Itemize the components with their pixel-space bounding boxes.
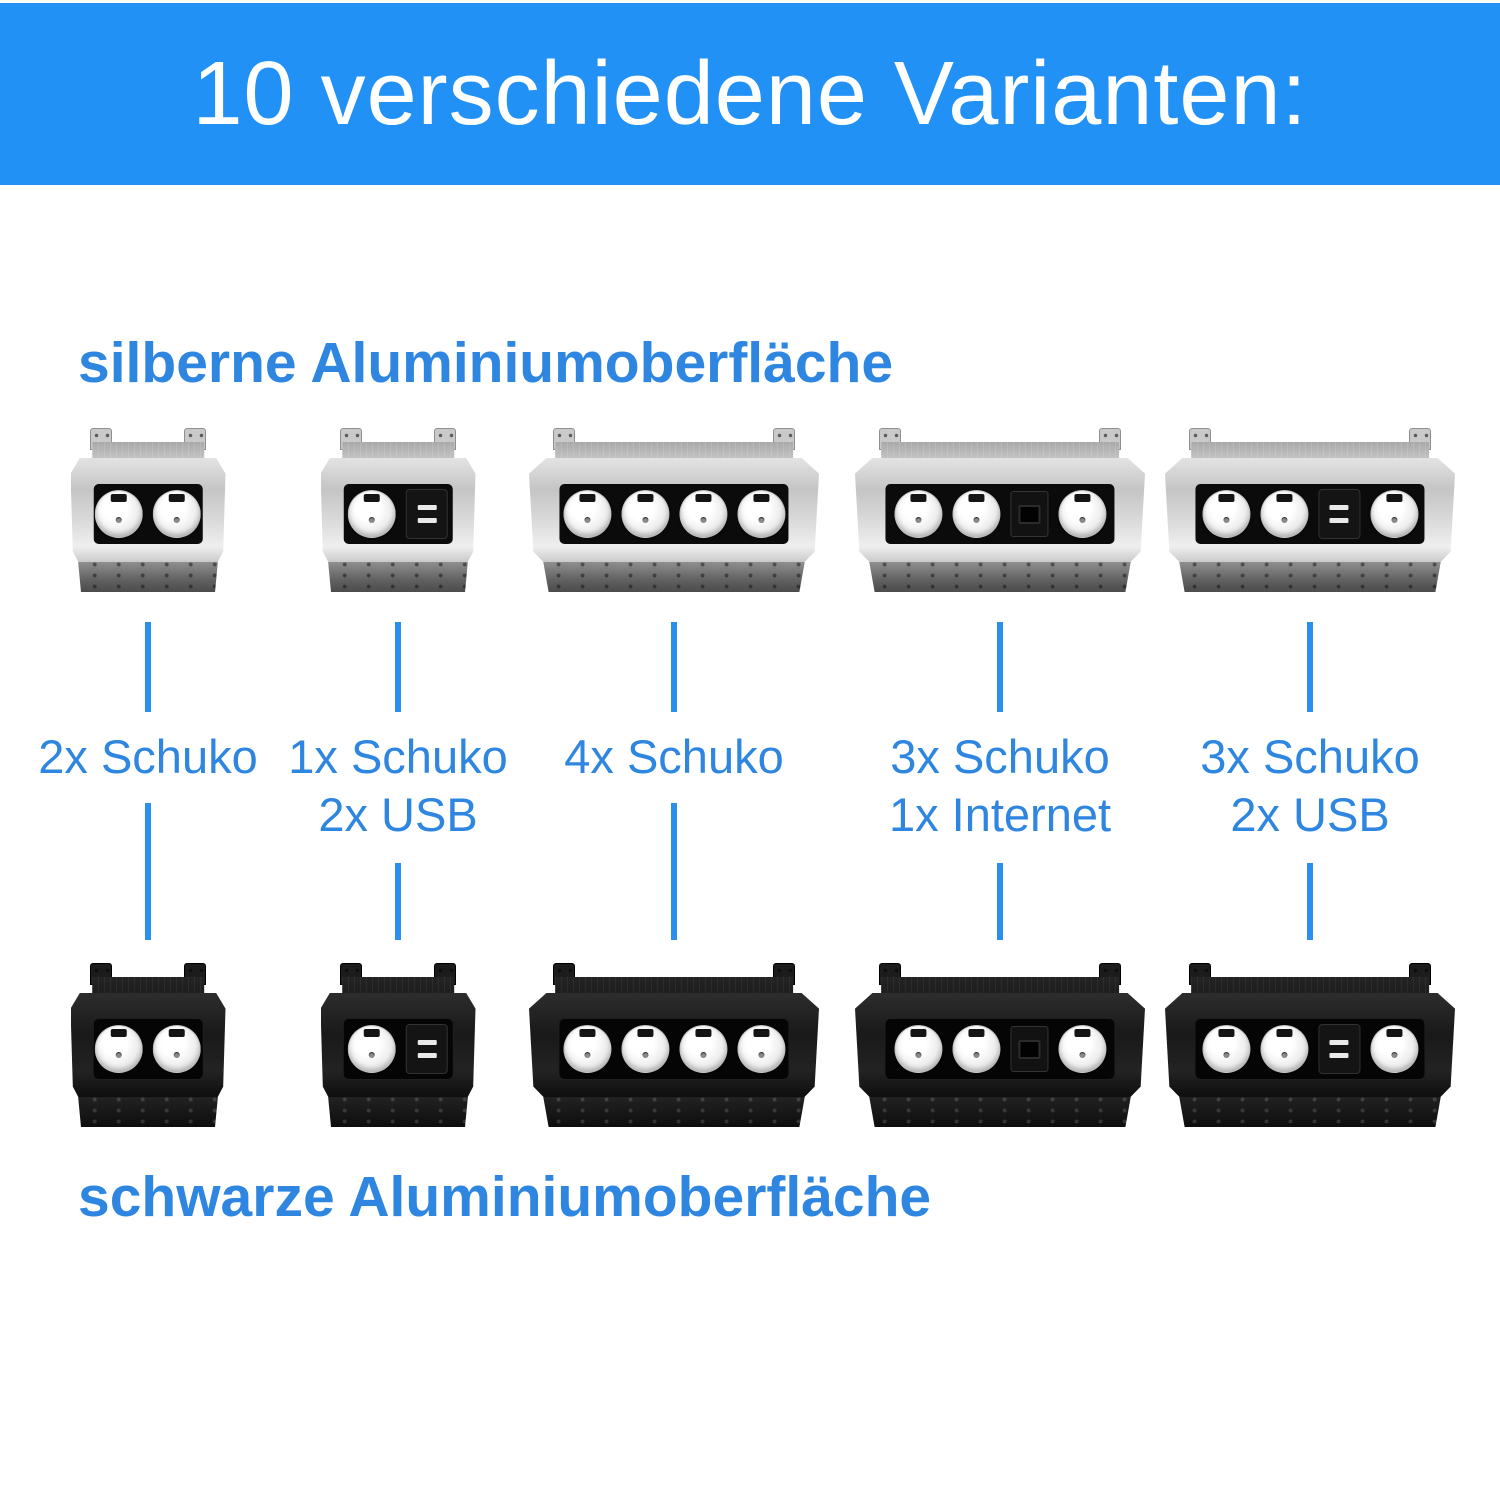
connector-line-top	[1307, 622, 1313, 712]
earth-clip-slot	[1386, 494, 1402, 502]
variant-label	[889, 728, 1111, 844]
junction-box	[541, 1097, 808, 1127]
schuko-socket	[563, 1025, 611, 1073]
connector-line-bottom	[671, 803, 677, 940]
earth-clip-slot	[579, 494, 595, 502]
earth-clip-slot	[579, 1029, 595, 1037]
socket-screw	[174, 517, 180, 523]
earth-clip-slot	[968, 1029, 984, 1037]
schuko-socket	[679, 490, 727, 538]
socket-screw	[584, 1052, 590, 1058]
schuko-socket	[1260, 490, 1308, 538]
schuko-socket	[153, 1025, 201, 1073]
earth-clip-slot	[111, 494, 127, 502]
socket-screw	[915, 517, 921, 523]
earth-clip-slot	[910, 494, 926, 502]
socket-unit-silver-1	[71, 428, 226, 592]
schuko-socket	[621, 1025, 669, 1073]
earth-clip-slot	[695, 1029, 711, 1037]
variant-label	[38, 728, 257, 786]
junction-box	[77, 562, 220, 592]
earth-clip-slot	[695, 494, 711, 502]
schuko-socket	[679, 1025, 727, 1073]
socket-screw	[116, 1052, 122, 1058]
variant-label-line: 1x Schuko	[288, 730, 508, 783]
junction-box	[77, 1097, 220, 1127]
socket-screw	[1391, 1052, 1397, 1058]
socket-screw	[174, 1052, 180, 1058]
socket-unit-black-1	[71, 963, 226, 1127]
schuko-socket	[621, 490, 669, 538]
connector-line-top	[671, 622, 677, 712]
socket-screw	[973, 1052, 979, 1058]
socket-panel	[559, 484, 788, 544]
usb-port	[1330, 1053, 1349, 1058]
socket-screw	[642, 1052, 648, 1058]
socket-panel	[559, 1019, 788, 1079]
junction-box	[327, 562, 470, 592]
schuko-socket	[1370, 1025, 1418, 1073]
schuko-socket	[952, 1025, 1000, 1073]
socket-screw	[915, 1052, 921, 1058]
socket-panel	[885, 484, 1114, 544]
earth-clip-slot	[910, 1029, 926, 1037]
schuko-socket	[1202, 1025, 1250, 1073]
socket-screw	[642, 517, 648, 523]
earth-clip-slot	[1386, 1029, 1402, 1037]
variant-label	[288, 728, 507, 844]
earth-clip-slot	[169, 494, 185, 502]
earth-clip-slot	[1218, 1029, 1234, 1037]
lan-module	[1010, 1026, 1048, 1072]
connector-line-top	[997, 622, 1003, 712]
socket-screw	[369, 1052, 375, 1058]
connector-line-bottom	[145, 803, 151, 940]
usb-module	[406, 489, 448, 539]
usb-module	[1318, 1024, 1360, 1074]
connector-line-top	[145, 622, 151, 712]
usb-module	[1318, 489, 1360, 539]
socket-screw	[973, 517, 979, 523]
earth-clip-slot	[1276, 1029, 1292, 1037]
variant-label	[564, 728, 783, 786]
usb-port	[1330, 505, 1349, 510]
junction-box	[327, 1097, 470, 1127]
usb-module	[406, 1024, 448, 1074]
schuko-socket	[1260, 1025, 1308, 1073]
junction-box	[1177, 1097, 1444, 1127]
socket-panel	[94, 484, 203, 544]
schuko-socket	[563, 490, 611, 538]
variant-label-line: 4x Schuko	[564, 730, 784, 783]
socket-screw	[700, 1052, 706, 1058]
socket-unit-black-3	[529, 963, 819, 1127]
earth-clip-slot	[111, 1029, 127, 1037]
socket-panel	[885, 1019, 1114, 1079]
schuko-socket	[1370, 490, 1418, 538]
usb-port	[418, 1053, 437, 1058]
variant-label-line: 2x USB	[318, 788, 478, 841]
variant-label-line: 3x Schuko	[890, 730, 1110, 783]
socket-panel	[344, 484, 453, 544]
socket-panel	[1195, 1019, 1424, 1079]
earth-clip-slot	[753, 494, 769, 502]
socket-panel	[344, 1019, 453, 1079]
variant-label-line: 2x Schuko	[38, 730, 258, 783]
schuko-socket	[1058, 1025, 1106, 1073]
socket-unit-black-2	[321, 963, 476, 1127]
banner-title: 10 verschiedene Varianten:	[192, 43, 1308, 144]
socket-panel	[94, 1019, 203, 1079]
junction-box	[1177, 562, 1444, 592]
schuko-socket	[1058, 490, 1106, 538]
socket-unit-silver-5	[1165, 428, 1455, 592]
rj45-port	[1018, 1040, 1040, 1059]
schuko-socket	[95, 490, 143, 538]
connector-line-top	[395, 622, 401, 712]
schuko-socket	[1202, 490, 1250, 538]
schuko-socket	[153, 490, 201, 538]
schuko-socket	[95, 1025, 143, 1073]
usb-port	[1330, 1040, 1349, 1045]
schuko-socket	[952, 490, 1000, 538]
variant-label-line: 1x Internet	[888, 788, 1112, 841]
lan-module	[1010, 491, 1048, 537]
variant-label	[1200, 728, 1419, 844]
socket-unit-silver-2	[321, 428, 476, 592]
socket-unit-silver-3	[529, 428, 819, 592]
connector-line-bottom	[997, 863, 1003, 940]
socket-screw	[700, 517, 706, 523]
earth-clip-slot	[753, 1029, 769, 1037]
schuko-socket	[348, 490, 396, 538]
usb-port	[418, 518, 437, 523]
black-section-heading: schwarze Aluminiumoberfläche	[78, 1165, 932, 1229]
earth-clip-slot	[968, 494, 984, 502]
usb-port	[418, 505, 437, 510]
earth-clip-slot	[1074, 1029, 1090, 1037]
schuko-socket	[737, 1025, 785, 1073]
socket-screw	[369, 517, 375, 523]
junction-box	[541, 562, 808, 592]
schuko-socket	[894, 490, 942, 538]
earth-clip-slot	[364, 494, 380, 502]
junction-box	[867, 562, 1134, 592]
usb-port	[1330, 518, 1349, 523]
socket-screw	[1223, 1052, 1229, 1058]
rj45-port	[1018, 505, 1040, 524]
socket-screw	[758, 1052, 764, 1058]
earth-clip-slot	[1074, 494, 1090, 502]
silver-section-heading: silberne Aluminiumoberfläche	[78, 331, 894, 395]
earth-clip-slot	[637, 1029, 653, 1037]
earth-clip-slot	[1218, 494, 1234, 502]
earth-clip-slot	[637, 494, 653, 502]
connector-line-bottom	[395, 863, 401, 940]
socket-unit-silver-4	[855, 428, 1145, 592]
connector-line-bottom	[1307, 863, 1313, 940]
earth-clip-slot	[364, 1029, 380, 1037]
variant-label-line: 2x USB	[1230, 788, 1390, 841]
earth-clip-slot	[1276, 494, 1292, 502]
junction-box	[867, 1097, 1134, 1127]
title-banner	[0, 3, 1500, 185]
socket-screw	[584, 517, 590, 523]
earth-clip-slot	[169, 1029, 185, 1037]
socket-panel	[1195, 484, 1424, 544]
socket-screw	[1079, 1052, 1085, 1058]
usb-port	[418, 1040, 437, 1045]
socket-screw	[1079, 517, 1085, 523]
socket-unit-black-5	[1165, 963, 1455, 1127]
schuko-socket	[894, 1025, 942, 1073]
schuko-socket	[737, 490, 785, 538]
socket-screw	[1223, 517, 1229, 523]
schuko-socket	[348, 1025, 396, 1073]
variant-label-line: 3x Schuko	[1200, 730, 1420, 783]
socket-screw	[1391, 517, 1397, 523]
socket-screw	[1281, 517, 1287, 523]
socket-screw	[116, 517, 122, 523]
socket-screw	[1281, 1052, 1287, 1058]
socket-screw	[758, 517, 764, 523]
socket-unit-black-4	[855, 963, 1145, 1127]
